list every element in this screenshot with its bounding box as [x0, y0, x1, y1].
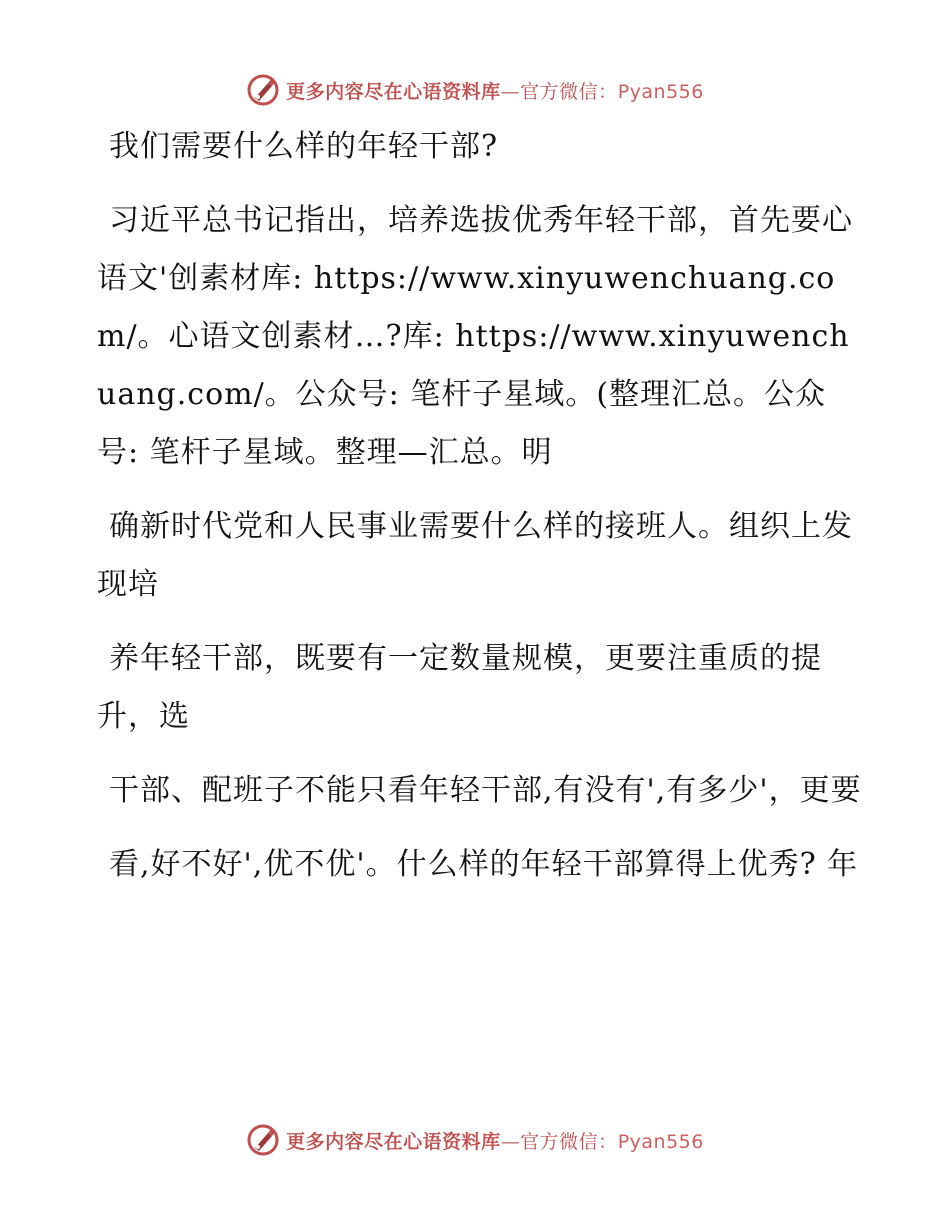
watermark-separator: — [500, 80, 521, 103]
paragraph-1: 习近平总书记指出，培养选拔优秀年轻干部，首先要心语文'创素材库: https://www.xinyuwenchuang.com/。心语文创素材…?库: https://www.xinyuwenchuang.com/。公众号: 笔杆子星域。(整理汇总。公众号: 笔杆子星域。整理—汇总。明 [97, 203, 853, 470]
watermark-group-bottom [246, 1123, 704, 1157]
document-title: 我们需要什么样的年轻干部? [109, 129, 499, 164]
pen-logo-icon [246, 1123, 280, 1157]
watermark-id: Pyan556 [617, 1130, 704, 1153]
watermark-text [286, 1127, 704, 1154]
pen-logo-icon [246, 73, 280, 107]
document-body [97, 118, 867, 910]
watermark-id: Pyan556 [617, 80, 704, 103]
watermark-brand: 更多内容尽在心语资料库 [286, 1130, 501, 1153]
watermark-separator: — [500, 1130, 521, 1153]
watermark-group [246, 73, 704, 107]
watermark-label: 官方微信： [520, 1130, 618, 1153]
paragraph-3: 养年轻干部，既要有一定数量规模，更要注重质的提升，选 [97, 641, 822, 734]
watermark-brand: 更多内容尽在心语资料库 [286, 80, 501, 103]
watermark-label: 官方微信： [520, 80, 618, 103]
bottom-watermark [0, 1120, 950, 1160]
paragraph-5: 看,好不好',优不优'。什么样的年轻干部算得上优秀? 年 [109, 847, 859, 882]
watermark-text [286, 77, 704, 104]
paragraph-2: 确新时代党和人民事业需要什么样的接班人。组织上发现培 [97, 509, 853, 602]
top-watermark [0, 70, 950, 110]
paragraph-4: 干部、配班子不能只看年轻干部,有没有',有多少'，更要 [109, 773, 862, 808]
